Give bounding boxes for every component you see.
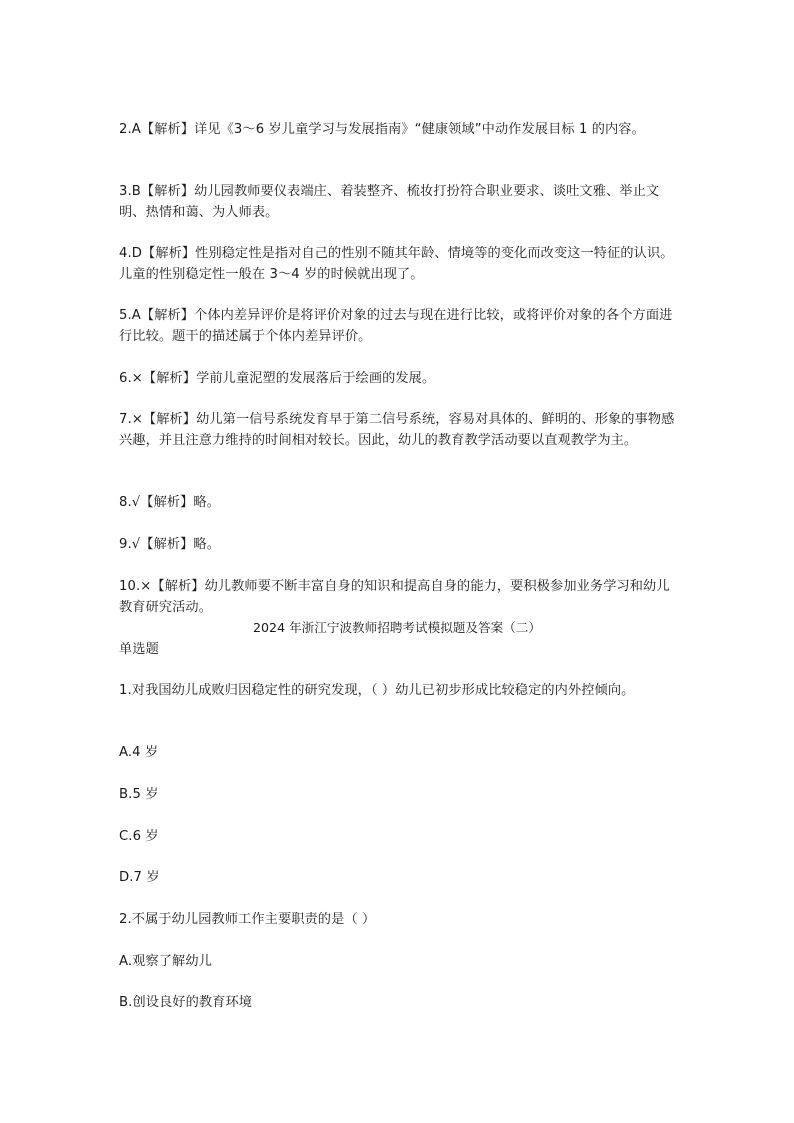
question-2-option-a: A.观察了解幼儿	[119, 954, 212, 969]
answer-10: 10.×【解析】幼儿教师要不断丰富自身的知识和提高自身的能力，要积极参加业务学习和幼儿教育研究活动。	[119, 579, 670, 615]
answer-8: 8.√【解析】略。	[119, 495, 221, 510]
answer-4: 4.D【解析】性别稳定性是指对自己的性别不随其年龄、情境等的变化而改变这一特征的认识。儿童的性别稳定性一般在 3～4 岁的时候就出现了。	[119, 246, 674, 282]
question-1-option-c: C.6 岁	[119, 829, 159, 844]
question-1-option-b: B.5 岁	[119, 787, 159, 802]
question-1-option-d: D.7 岁	[119, 870, 160, 885]
question-2-stem: 2.不属于幼儿园教师工作主要职责的是（ ）	[119, 912, 376, 927]
question-1-stem: 1.对我国幼儿成败归因稳定性的研究发现，（ ）幼儿已初步形成比较稳定的内外控倾向。	[119, 683, 635, 698]
answer-5: 5.A【解析】个体内差异评价是将评价对象的过去与现在进行比较，或将评价对象的各个方面进行比较。题干的描述属于个体内差异评价。	[119, 308, 673, 344]
answer-3: 3.B【解析】幼儿园教师要仪表端庄、着装整齐、梳妆打扮符合职业要求、谈吐文雅、举止文明、热情和蔼、为人师表。	[119, 184, 660, 220]
answer-2: 2.A【解析】详见《3～6 岁儿童学习与发展指南》“健康领域”中动作发展目标 1 的内容。	[119, 122, 645, 137]
question-2-option-b: B.创设良好的教育环境	[119, 995, 253, 1010]
exam-title: 2024 年浙江宁波教师招聘考试模拟题及答案（二）	[253, 620, 541, 635]
question-1-option-a: A.4 岁	[119, 745, 159, 760]
answer-6: 6.×【解析】学前儿童泥塑的发展落后于绘画的发展。	[119, 371, 436, 386]
section-heading: 单选题	[119, 642, 159, 657]
answer-7: 7.×【解析】幼儿第一信号系统发育早于第二信号系统，容易对具体的、鲜明的、形象的事物感兴趣，并且注意力维持的时间相对较长。因此，幼儿的教育教学活动要以直观教学为主。	[119, 412, 675, 448]
answer-9: 9.√【解析】略。	[119, 537, 221, 552]
